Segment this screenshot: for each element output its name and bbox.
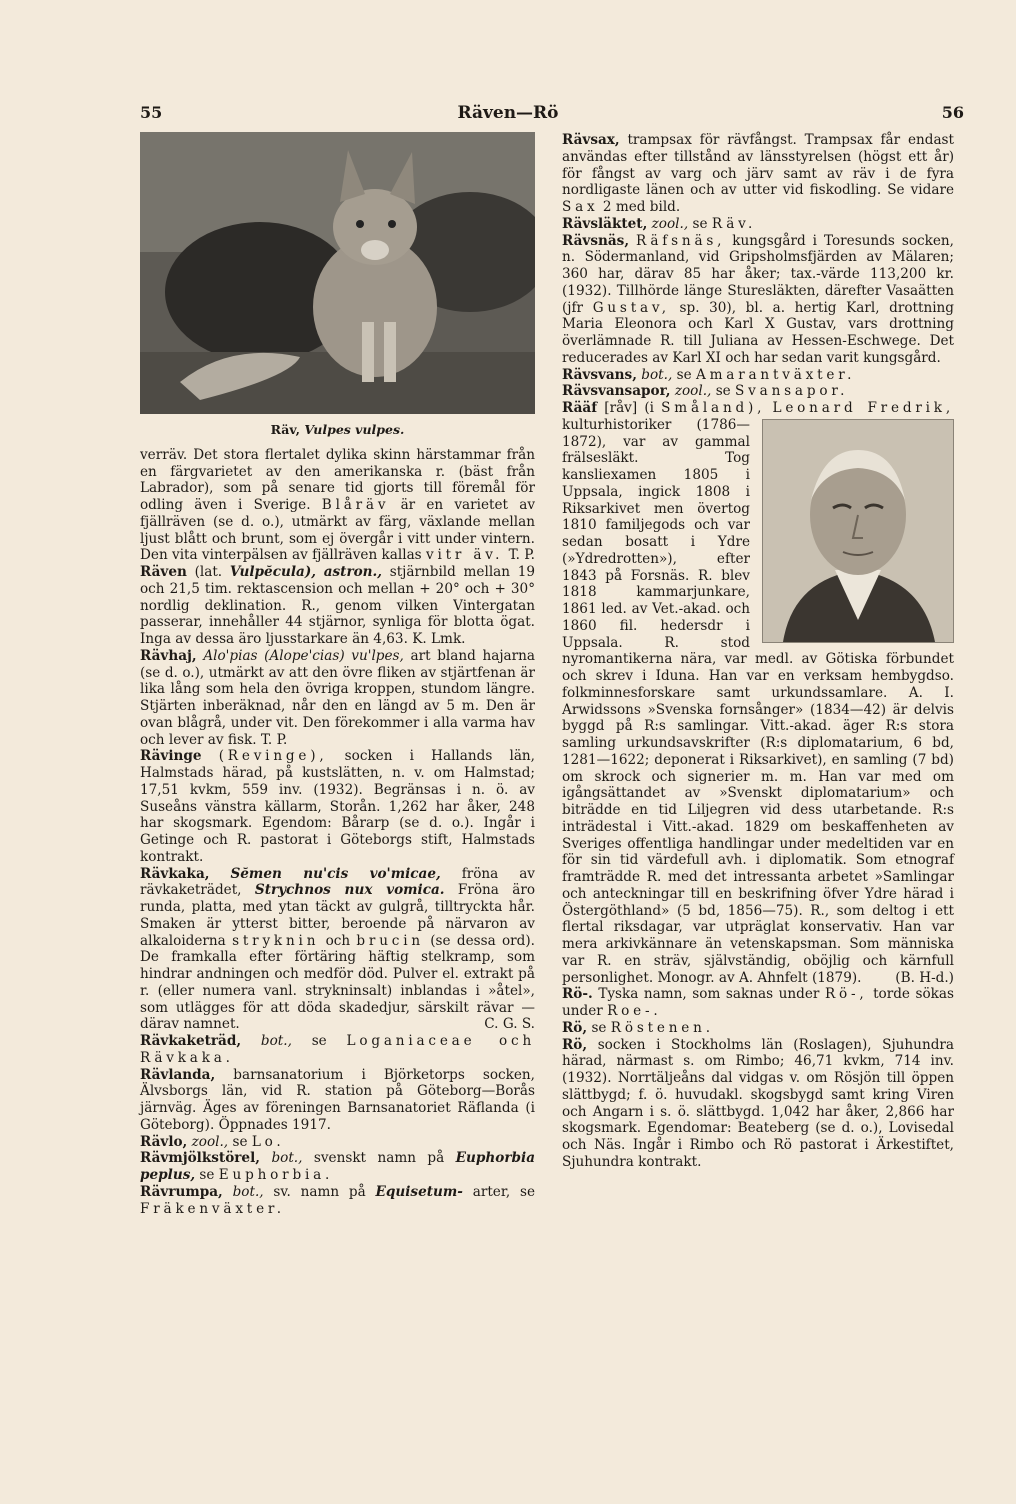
- entry-ravmjolkstorel: Rävmjölkstörel, bot., svenskt namn på Euphorbia peplus, se Euphorbia.: [140, 1150, 536, 1183]
- page-number-left: 55: [140, 103, 163, 122]
- entry-raven: Räven (lat. Vulpĕcula), astron., stjärnbild mellan 19 och 21,5 tim. rektascension och mellan + 20° och + 30° nordlig deklination. R., genom vilken Vintergatan passerar, innehåller 44 stjärnor, synliga för blotta ögat. Inga av dessa äro ljusstarkare än 4,63. K. Lmk.: [140, 564, 536, 647]
- fox-photo: [140, 132, 535, 414]
- entry-blarav: verräv. Det stora flertalet dylika skinn härstammar från en färgvarietet av den amerikanska r. (bäst från Labrador), som på senare tid gjorts till föremål för odling även i Sverige. Blåräv är en varietet av fjällräven (se d. o.), utmärkt av färg, växlande mellan ljust blått och brunt, som ej övergår i vitt under vintern. Den vita vinterpälsen av fjällräven kallas vitr äv. T. P.: [140, 446, 536, 564]
- entry-ravinge: Rävinge (Revinge), socken i Hallands län, Halmstads härad, på kustslätten, n. v. om Halmstad; 17,51 kvkm, 559 inv. (1932). Begränsas i n. ö. av Suseåns vänstra källarm, Storån. 1,262 har åker, 248 har skogsmark. Egendom: Bårarp (se d. o.). Ingår i Getinge och R. pastorat i Göteborgs stift, Halmstads kontrakt.: [140, 748, 535, 865]
- entry-ravlanda: Rävlanda, barnsanatorium i Björketorps socken, Älvsborgs län, vid R. station på Göteborg—Borås järnväg. Äges av föreningen Barnsanatoriet Räflanda (i Göteborg). Öppnades 1917.: [140, 1066, 535, 1133]
- entry-ravkaka: Rävkaka, Sĕmen nu'cis vo'micae, fröna av rävkaketrädet, Strychnos nux vomica. Fröna äro runda, platta, med ytan täckt av gulgrå, tilltryckta hår. Smaken är ytterst bitter, beroende på närvaron av alkaloiderna stryknin och brucin (se dessa ord). De framkalla efter förtäring häftig stelkramp, som hindrar andningen och medför död. Pulver el. extrakt på r. (eller numera vanl. strykninsalt) inblandas i »åtel», som utlägges för att döda skadedjur, särskilt rävar — därav namnet. C. G. S.: [140, 865, 536, 1033]
- entry-ravsvans: Rävsvans, bot., se Amarantväxter.: [562, 366, 856, 383]
- entry-ro-1: Rö, se Röstenen.: [562, 1019, 714, 1036]
- entry-raaf: Rääf [råv] (i Småland), Leonard Fredrik, kulturhistoriker (1786—1872), var av gammal frälsesläkt. Tog kansliexamen 1805 i Uppsala, ingick 1808 i Riksarkivet men övertog 1810 familjegods och var sedan bosatt i Ydre (»Ydredrotten»), efter 1843 på Forsnäs. R. blev 1818 kammarjunkare, 1861 led. av Vet.-akad. och 1860 fil. hedersdr i Uppsala. R. stod nyromantikerna nära, var medl. av Götiska förbundet och skrev i Iduna. Han var en verksam hembygdso. folkminnesforskare samt urkundssamlare. A. I. Arwidssons »Svenska fornsånger» (1834—42) är delvis byggd på R:s samlingar. Vitt.-akad. äger R:s stora samling urkundsavskrifter (R:s diplomatarium, 6 bd, 1281—1622; deponerat i Riksarkivet), en samling (7 bd) om skrock och signerier m. m. Han var med om igångsättandet av »Svenskt diplomatarium» och biträdde en tid Liljegren vid dess utarbetande. R:s inträdestal i Vitt.-akad. 1829 om beskaffenheten av Sveriges offentliga handlingar under medeltiden var en för sin tid värdefull avh. i diplomatik. Som etnograf framträdde R. med det intressanta arbetet »Samlingar och anteckningar till en beskrifning öfver Ydre härad i Östergöthland» (5 bd, 1856—75). R., som deltog i ett flertal riksdagar, var utpräglat konservativ. Han var mera arkivkännare än vetenskapsman. Som människa var R. en sträv, självständig, oböjlig och kärnfull personlighet. Monogr. av A. Ahnfelt (1879). (B. H-d.): [562, 400, 954, 986]
- caption-latin: Vulpes vulpes.: [304, 422, 405, 437]
- portrait-raaf: [762, 419, 954, 643]
- left-column: [140, 132, 535, 1217]
- fox-illustration: [140, 132, 535, 414]
- entry-ravslaktet: Rävsläktet, zool., se Räv.: [562, 215, 757, 232]
- entry-ro-2: Rö, socken i Stockholms län (Roslagen), Sjuhundra härad, närmast s. om Rimbo; 46,71 kvkm, 714 inv. (1932). Norrtäljeåns dal vidgas v. om Rösjön till öppen slättbygd; f. ö. huvudakl. skogsbygd samt kring Viren och Angarn i s. ö. slättbygd. 1,042 har åker, 2,866 har skogsmark. Egendomar: Beateberg (se d. o.), Lovisedal och Näs. Ingår i Rimbo och Rö pastorat i Ärkestiftet, Sjuhundra kontrakt.: [562, 1036, 954, 1170]
- portrait-illustration: [763, 420, 953, 642]
- entry-ravsnas: Rävsnäs, Räfsnäs, kungsgård i Toresunds socken, n. Södermanland, vid Gripsholmsfjärden av Mälaren; 360 har, därav 85 har åker; tax.-värde 113,200 kr. (1932). Tillhörde länge Sturesläkten, därefter Vasaätten (jfr Gustav, sp. 30), bl. a. hertig Karl, drottning Maria Eleonora och Karl X Gustav, vars drottning överlämnade R. till Juliana av Hessen-Eschwege. Det reducerades av Karl XI och har sedan varit kungsgård.: [562, 232, 955, 366]
- caption-name: Räv,: [270, 422, 300, 437]
- entry-ravsvansapor: Rävsvansapor, zool., se Svansapor.: [562, 383, 849, 400]
- entry-ravrumpa: Rävrumpa, bot., sv. namn på Equisetum- arter, se Fräkenväxter.: [140, 1183, 535, 1217]
- entry-ravsax: Rävsax, trampsax för rävfångst. Trampsax får endast användas efter tillstånd av länsstyrelsen (högst ett år) för fångst av varg och järv samt av räv i de fyra nordligaste länen och av utter vid fiskodling. Se vidare Sax 2 med bild.: [562, 132, 954, 215]
- right-column: [562, 132, 954, 1171]
- entry-ravkaketrad: Rävkaketräd, bot., se Loganiaceae och Rävkaka.: [140, 1033, 536, 1066]
- entry-ravlo: Rävlo, zool., se Lo.: [140, 1133, 285, 1150]
- entry-ravhaj: Rävhaj, Alo'pias (Alope'cias) vu'lpes, art bland hajarna (se d. o.), utmärkt av att den övre fliken av stjärtfenan är lika lång som hela den övriga kroppen, stundom längre. Stjärten inberäknad, når den en längd av 5 m. Den är ovan blågrå, under vit. Den förekommer i alla varma hav och lever av fisk. T. P.: [140, 647, 535, 748]
- page-number-right: 56: [941, 103, 964, 122]
- fox-caption: [140, 422, 535, 439]
- entry-ro-dash: Rö-. Tyska namn, som saknas under Rö-, torde sökas under Roe-.: [562, 986, 954, 1019]
- running-head: Räven—Rö: [457, 103, 559, 123]
